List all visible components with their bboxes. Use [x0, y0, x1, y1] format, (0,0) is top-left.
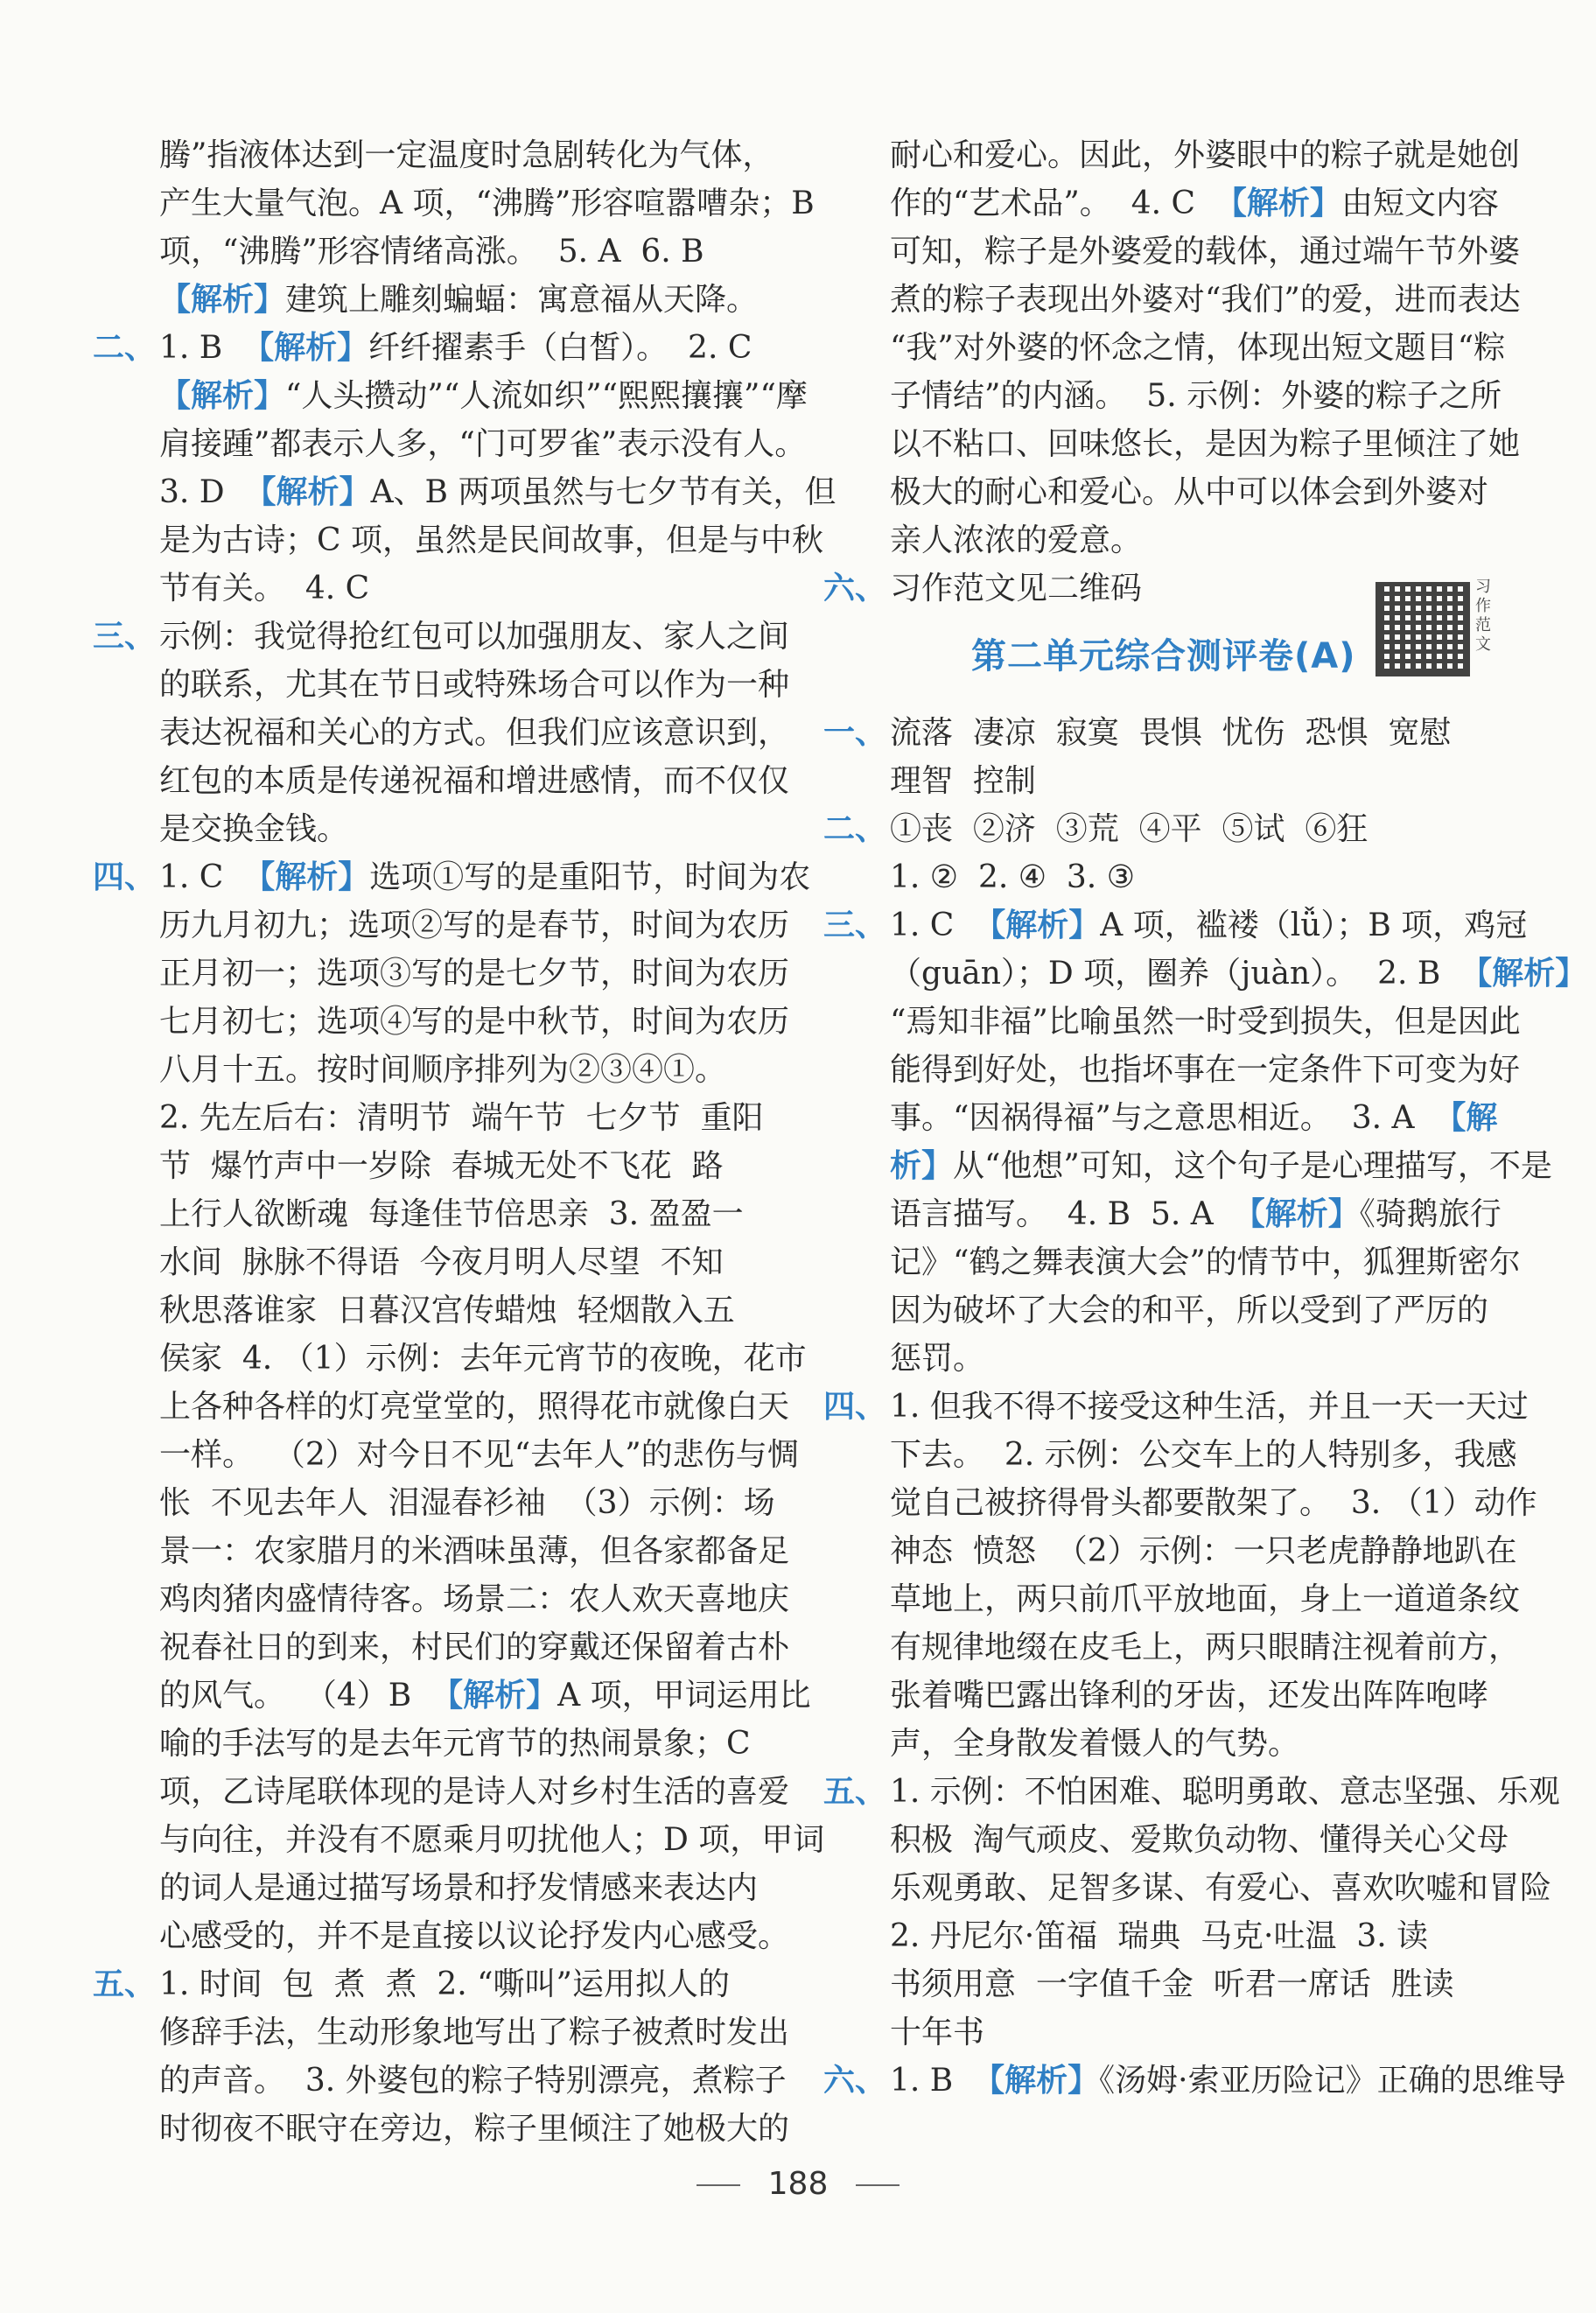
- text-segment: 语言描写。 4. B 5. A: [890, 1196, 1234, 1232]
- text-segment: 侯家 4. （1）示例：去年元宵节的夜晚，花市: [159, 1341, 807, 1377]
- answer-line: [93, 853, 811, 901]
- answer-line: [836, 950, 1587, 998]
- analysis-tag: 析】: [890, 1148, 954, 1184]
- analysis-tag: 【解析】: [242, 330, 369, 366]
- text-segment: A 项，褴褛（lǚ）；B 项，鸡冠: [1100, 908, 1528, 943]
- text-segment: 可知，粽子是外婆爱的载体，通过端午节外婆: [890, 234, 1521, 270]
- answer-line: [836, 1816, 1531, 1864]
- answer-line: [105, 420, 807, 468]
- answer-line: [836, 276, 1531, 324]
- answer-text: [159, 1479, 775, 1527]
- text-segment: 声，全身散发着慑人的气势。: [890, 1726, 1300, 1762]
- answer-text: [890, 1238, 1521, 1286]
- analysis-tag: 【解析】: [431, 1678, 558, 1714]
- answer-line: [105, 1672, 811, 1720]
- text-segment: 记》“鹤之舞表演大会”的情节中，狐狸斯密尔: [890, 1244, 1521, 1280]
- right-column: [823, 131, 1587, 2105]
- answer-text: [890, 1672, 1488, 1720]
- answer-line: [105, 372, 808, 420]
- text-segment: 2. 先左后右：清明节 端午节 七夕节 重阳: [159, 1100, 764, 1136]
- page-number: 188: [767, 2166, 829, 2202]
- answer-line: [836, 1286, 1531, 1335]
- answer-line: [105, 2105, 796, 2153]
- answer-line: [105, 661, 796, 709]
- answer-line: [105, 1238, 796, 1286]
- answer-text: [890, 1768, 1560, 1816]
- answer-text: [890, 709, 1451, 757]
- answer-text: [159, 179, 815, 228]
- answer-text: [890, 1864, 1551, 1912]
- text-segment: 是为古诗；C 项，虽然是民间故事，但是与中秋: [159, 522, 823, 558]
- text-segment: 怅 不见去年人 泪湿春衫袖 （3）示例：场: [159, 1485, 775, 1521]
- answer-line: [105, 2008, 796, 2057]
- text-segment: 是交换金钱。: [159, 811, 349, 847]
- text-segment: 《汤姆·索亚历险记》正确的思维导: [1099, 2063, 1566, 2099]
- answer-line: [105, 950, 796, 998]
- text-segment: 作的“艺术品”。 4. C: [890, 186, 1215, 221]
- text-segment: 时彻夜不眠守在旁边，粽子里倾注了她极大的: [159, 2111, 790, 2147]
- text-segment: 秋思落谁家 日暮汉宫传蜡烛 轻烟散入五: [159, 1293, 735, 1328]
- analysis-tag: 【解析】: [974, 908, 1101, 943]
- answer-line: [836, 1094, 1531, 1142]
- answer-text: [890, 372, 1502, 420]
- answer-line: [105, 709, 796, 757]
- answer-line: [105, 1768, 796, 1816]
- answer-text: [159, 1912, 789, 1960]
- answer-text: [159, 2008, 789, 2057]
- qr-label: 习作范文: [1475, 578, 1491, 654]
- text-segment: 书须用意 一字值千金 听君一席话 胜读: [890, 1966, 1454, 2002]
- answer-line: [836, 1575, 1531, 1623]
- answer-line: [836, 2008, 1531, 2057]
- answer-line: [105, 757, 796, 805]
- answer-line: [105, 1479, 796, 1527]
- answer-line: [105, 179, 815, 228]
- text-segment: 草地上，两只前爪平放地面，身上一道道条纹: [890, 1581, 1521, 1617]
- text-segment: 纤纤擢素手（白皙）。 2. C: [368, 330, 752, 366]
- text-segment: 项，乙诗尾联体现的是诗人对乡村生活的喜爱: [159, 1774, 790, 1810]
- answer-line: [836, 1479, 1537, 1527]
- text-segment: 上各种各样的灯亮堂堂的，照得花市就像白天: [159, 1389, 790, 1425]
- answer-line: [105, 2057, 796, 2105]
- text-segment: 有规律地缀在皮毛上，两只眼睛注视着前方，: [890, 1630, 1521, 1665]
- text-segment: 节 爆竹声中一岁除 春城无处不飞花 路: [159, 1148, 724, 1184]
- section-number: 二、: [93, 330, 157, 366]
- analysis-tag: 【解析】: [243, 859, 370, 895]
- text-segment: 因为破坏了大会的和平，所以受到了严厉的: [890, 1293, 1489, 1328]
- section-number: 一、: [823, 715, 887, 751]
- answer-text: [159, 1094, 763, 1142]
- answer-line: [836, 1431, 1531, 1479]
- text-segment: A、B 两项虽然与七夕节有关，但: [370, 474, 836, 510]
- answer-text: [159, 1960, 730, 2008]
- text-segment: 流落 凄凉 寂寞 畏惧 忧伤 恐惧 宽慰: [890, 715, 1452, 751]
- text-segment: 极大的耐心和爱心。从中可以体会到外婆对: [890, 474, 1489, 510]
- answer-text: [890, 1527, 1517, 1575]
- answer-line: [105, 1527, 796, 1575]
- answer-text: [159, 1575, 789, 1623]
- answer-text: [890, 131, 1520, 179]
- answer-text: [890, 1383, 1529, 1431]
- answer-line: [836, 179, 1531, 228]
- answer-line: [823, 709, 1531, 757]
- answer-line: [93, 1960, 796, 2008]
- answer-text: [890, 1286, 1488, 1335]
- answer-text: [159, 998, 789, 1046]
- answer-text: [159, 2105, 789, 2153]
- answer-text: [159, 1864, 758, 1912]
- text-segment: 祝春社日的到来，村民们的穿戴还保留着古朴: [159, 1630, 790, 1665]
- answer-text: [890, 1431, 1517, 1479]
- answer-text: [890, 324, 1505, 372]
- answer-text: [890, 516, 1142, 564]
- text-segment: 的联系，尤其在节日或特殊场合可以作为一种: [159, 667, 790, 703]
- answer-text: [159, 1142, 724, 1190]
- page-footer: [0, 2166, 1596, 2202]
- text-segment: 《骑鹅旅行: [1359, 1196, 1502, 1232]
- text-segment: 惩罚。: [890, 1341, 985, 1377]
- answer-line: [836, 1527, 1531, 1575]
- text-segment: 1. B: [159, 330, 243, 366]
- text-segment: 的风气。 （4）B: [159, 1678, 432, 1714]
- text-segment: 的词人是通过描写场景和抒发情感来表达内: [159, 1870, 759, 1906]
- section-number: 六、: [823, 571, 887, 606]
- answer-text: [159, 1286, 735, 1335]
- text-segment: 1. 示例：不怕困难、聪明勇敢、意志坚强、乐观: [890, 1774, 1560, 1810]
- answer-text: [159, 1383, 789, 1431]
- answer-text: [890, 901, 1527, 950]
- text-segment: 项，“沸腾”形容情绪高涨。 5. A 6. B: [159, 234, 704, 270]
- text-segment: 1. C: [159, 859, 244, 895]
- text-segment: “人头攒动”“人流如织”“熙熙攘攘”“摩: [285, 378, 808, 414]
- answer-line: [836, 1720, 1531, 1768]
- answer-text: [890, 1575, 1520, 1623]
- text-segment: 1. B: [890, 2063, 974, 2099]
- text-segment: 子情结”的内涵。 5. 示例：外婆的粽子之所: [890, 378, 1502, 414]
- answer-text: [890, 2057, 1566, 2105]
- text-segment: 与向往，并没有不愿乘月叨扰他人；D 项，甲词: [159, 1822, 825, 1858]
- text-segment: 八月十五。按时间顺序排列为②③④①。: [159, 1052, 727, 1088]
- right-column-bottom: [823, 709, 1587, 2105]
- text-segment: 上行人欲断魂 每逢佳节倍思亲 3. 盈盈一: [159, 1196, 744, 1232]
- text-segment: 产生大量气泡。A 项，“沸腾”形容喧嚣嘈杂；B: [159, 186, 815, 221]
- text-segment: 2. 丹尼尔·笛福 瑞典 马克·吐温 3. 读: [890, 1918, 1429, 1954]
- text-segment: 张着嘴巴露出锋利的牙齿，还发出阵阵咆哮: [890, 1678, 1489, 1714]
- answer-line: [105, 1864, 796, 1912]
- answer-text: [890, 757, 1036, 805]
- answer-line: [836, 516, 1531, 564]
- answer-line: [105, 276, 796, 324]
- left-column: [93, 131, 836, 2153]
- answer-line: [105, 228, 796, 276]
- text-segment: 1. ② 2. ④ 3. ③: [890, 859, 1135, 895]
- answer-line: [105, 1816, 825, 1864]
- text-segment: 事。“因祸得福”与之意思相近。 3. A: [890, 1100, 1435, 1136]
- answer-text: [890, 1960, 1454, 2008]
- analysis-tag: 【解析】: [1460, 956, 1587, 992]
- answer-text: [890, 805, 1368, 853]
- answer-text: [890, 950, 1586, 998]
- text-segment: 耐心和爱心。因此，外婆眼中的粽子就是她创: [890, 137, 1521, 173]
- text-segment: 1. 但我不得不接受这种生活，并且一天一天过: [890, 1389, 1529, 1425]
- answer-line: [105, 516, 823, 564]
- answer-text: [890, 228, 1520, 276]
- answer-text: [159, 1046, 726, 1094]
- answer-text: [890, 1479, 1537, 1527]
- text-segment: 肩接踵”都表示人多，“门可罗雀”表示没有人。: [159, 426, 807, 462]
- answer-text: [159, 709, 789, 757]
- answer-line: [105, 1383, 796, 1431]
- text-segment: A 项，甲词运用比: [557, 1678, 811, 1714]
- text-segment: 亲人浓浓的爱意。: [890, 522, 1143, 558]
- text-segment: “我”对外婆的怀念之情，体现出短文题目“粽: [890, 330, 1506, 366]
- text-segment: 觉自己被挤得骨头都要散架了。 3. （1）动作: [890, 1485, 1537, 1521]
- text-segment: 由短文内容: [1340, 186, 1499, 221]
- analysis-tag: 【解析】: [159, 282, 286, 318]
- text-segment: 的声音。 3. 外婆包的粽子特别漂亮，煮粽子: [159, 2063, 787, 2099]
- answer-line: [105, 564, 796, 613]
- text-segment: 腾”指液体达到一定温度时急剧转化为气体，: [159, 137, 774, 173]
- answer-line: [105, 1720, 796, 1768]
- text-segment: 能得到好处，也指坏事在一定条件下可变为好: [890, 1052, 1521, 1088]
- answer-text: [890, 1623, 1520, 1672]
- analysis-tag: 【解析】: [973, 2063, 1100, 2099]
- text-segment: 七月初七；选项④写的是中秋节，时间为农历: [159, 1004, 790, 1040]
- answer-text: [159, 1672, 811, 1720]
- text-segment: 下去。 2. 示例：公交车上的人特别多，我感: [890, 1437, 1517, 1473]
- answer-line: [836, 1046, 1531, 1094]
- answer-text: [890, 853, 1135, 901]
- answer-text: [159, 468, 836, 516]
- text-segment: 神态 愤怒 （2）示例：一只老虎静静地趴在: [890, 1533, 1517, 1569]
- answer-text: [159, 276, 758, 324]
- answer-line: [823, 901, 1531, 950]
- text-segment: 鸡肉猪肉盛情待客。场景二：农人欢天喜地庆: [159, 1581, 790, 1617]
- text-segment: 以不粘口、回味悠长，是因为粽子里倾注了她: [890, 426, 1521, 462]
- answer-text: [159, 1623, 789, 1672]
- text-segment: 选项①写的是重阳节，时间为农: [369, 859, 811, 895]
- right-column-top: [823, 131, 1531, 613]
- text-segment: 红包的本质是传递祝福和增进感情，而不仅仅: [159, 763, 790, 799]
- answer-line: [836, 1623, 1531, 1672]
- text-segment: 一样。 （2）对今日不见“去年人”的悲伤与惆: [159, 1437, 799, 1473]
- answer-text: [890, 564, 1142, 613]
- text-segment: “焉知非福”比喻虽然一时受到损失，但是因此: [890, 1004, 1521, 1040]
- text-segment: 节有关。 4. C: [159, 571, 370, 606]
- answer-line: [93, 324, 796, 372]
- answer-line: [105, 1912, 796, 1960]
- section-number: 二、: [823, 811, 887, 847]
- answer-line: [823, 805, 1531, 853]
- answer-text: [159, 324, 752, 372]
- footer-dash-left: [696, 2184, 740, 2186]
- answer-text: [159, 1431, 799, 1479]
- answer-text: [890, 2008, 984, 2057]
- answer-text: [159, 661, 789, 709]
- qr-code-icon[interactable]: [1376, 582, 1470, 676]
- answer-line: [836, 1912, 1531, 1960]
- answer-text: [159, 1768, 789, 1816]
- answer-line: [93, 613, 796, 661]
- text-segment: 从“他想”可知，这个句子是心理描写，不是: [953, 1148, 1552, 1184]
- answer-text: [890, 1094, 1497, 1142]
- section-number: 五、: [93, 1966, 157, 2002]
- answer-line: [836, 372, 1531, 420]
- text-segment: 乐观勇敢、足智多谋、有爱心、喜欢吹嘘和冒险: [890, 1870, 1552, 1906]
- text-segment: 理智 控制: [890, 763, 1036, 799]
- answer-line: [105, 1431, 799, 1479]
- analysis-tag: 【解析】: [159, 378, 286, 414]
- answer-text: [159, 853, 810, 901]
- answer-line: [836, 1142, 1552, 1190]
- answer-text: [159, 1720, 751, 1768]
- answer-line: [105, 1094, 796, 1142]
- answer-line: [836, 998, 1531, 1046]
- answer-line: [836, 1960, 1531, 2008]
- answer-line: [823, 1768, 1560, 1816]
- answer-line: [836, 468, 1531, 516]
- text-segment: ①丧 ②济 ③荒 ④平 ⑤试 ⑥狂: [890, 811, 1368, 847]
- answer-text: [159, 613, 789, 661]
- answer-text: [159, 757, 789, 805]
- text-segment: 建筑上雕刻蝙蝠：寓意福从天降。: [285, 282, 759, 318]
- answer-line: [105, 998, 796, 1046]
- section-number: 三、: [93, 619, 157, 655]
- section-number: 四、: [93, 859, 157, 895]
- analysis-tag: 【解析】: [1214, 186, 1341, 221]
- answer-line: [836, 1864, 1552, 1912]
- answer-text: [159, 1816, 824, 1864]
- answer-text: [890, 1190, 1502, 1238]
- answer-text: [159, 516, 823, 564]
- answer-text: [159, 1527, 789, 1575]
- answer-text: [890, 998, 1521, 1046]
- answer-line: [836, 228, 1531, 276]
- analysis-tag: 【解析】: [1233, 1196, 1360, 1232]
- text-segment: 修辞手法，生动形象地写出了粽子被煮时发出: [159, 2015, 790, 2050]
- answer-line: [836, 131, 1531, 179]
- text-segment: 正月初一；选项③写的是七夕节，时间为农历: [159, 956, 790, 992]
- answer-text: [159, 1190, 744, 1238]
- answer-text: [890, 1816, 1508, 1864]
- text-segment: 积极 淘气顽皮、爱欺负动物、懂得关心父母: [890, 1822, 1508, 1858]
- answer-text: [890, 276, 1521, 324]
- answer-text: [159, 1335, 807, 1383]
- unit-title: 第二单元综合测评卷(A): [971, 636, 1356, 676]
- answer-text: [159, 901, 789, 950]
- section-number: 四、: [823, 1389, 887, 1425]
- answer-line: [105, 1575, 796, 1623]
- answer-line: [823, 1383, 1531, 1431]
- answer-line: [105, 1046, 796, 1094]
- answer-text: [890, 1335, 984, 1383]
- answer-text: [159, 420, 806, 468]
- answer-line: [105, 1623, 796, 1672]
- answer-text: [159, 228, 704, 276]
- section-number: 三、: [823, 908, 887, 943]
- answer-line: [836, 1238, 1531, 1286]
- answer-text: [159, 950, 789, 998]
- text-segment: 示例：我觉得抢红包可以加强朋友、家人之间: [159, 619, 790, 655]
- answer-line: [823, 2057, 1566, 2105]
- answer-line: [105, 805, 796, 853]
- text-segment: 煮的粽子表现出外婆对“我们”的爱，进而表达: [890, 282, 1521, 318]
- answer-text: [159, 372, 808, 420]
- analysis-tag: 【解: [1434, 1100, 1498, 1136]
- section-number: 六、: [823, 2063, 887, 2099]
- text-segment: （guān）；D 项，圈养（juàn）。 2. B: [890, 956, 1461, 992]
- answer-line: [105, 468, 836, 516]
- answer-line: [836, 757, 1531, 805]
- answer-text: [890, 1720, 1299, 1768]
- text-segment: 十年书: [890, 2015, 985, 2050]
- answer-line: [836, 1190, 1531, 1238]
- answer-line: [105, 1335, 807, 1383]
- analysis-tag: 【解析】: [244, 474, 371, 510]
- answer-line: [105, 901, 796, 950]
- text-segment: 3. D: [159, 474, 245, 510]
- answer-text: [890, 1046, 1520, 1094]
- answer-line: [105, 1142, 796, 1190]
- answer-text: [890, 179, 1499, 228]
- text-segment: 水间 脉脉不得语 今夜月明人尽望 不知: [159, 1244, 724, 1280]
- text-segment: 心感受的，并不是直接以议论抒发内心感受。: [159, 1918, 790, 1954]
- section-number: 五、: [823, 1774, 887, 1810]
- answer-line: [836, 853, 1531, 901]
- answer-text: [159, 2057, 787, 2105]
- answer-text: [159, 131, 774, 179]
- text-segment: 表达祝福和关心的方式。但我们应该意识到，: [159, 715, 790, 751]
- answer-line: [105, 1286, 796, 1335]
- text-segment: 1. C: [890, 908, 975, 943]
- answer-line: [836, 324, 1531, 372]
- text-segment: 历九月初九；选项②写的是春节，时间为农历: [159, 908, 790, 943]
- answer-text: [890, 468, 1488, 516]
- text-segment: 喻的手法写的是去年元宵节的热闹景象；C: [159, 1726, 751, 1762]
- text-segment: 习作范文见二维码: [890, 571, 1143, 606]
- answer-text: [159, 1238, 724, 1286]
- answer-text: [890, 1912, 1428, 1960]
- answer-line: [105, 1190, 796, 1238]
- answer-line: [836, 420, 1531, 468]
- answer-line: [836, 1672, 1531, 1720]
- answer-text: [159, 564, 369, 613]
- footer-dash-right: [856, 2184, 900, 2186]
- answer-text: [159, 805, 348, 853]
- text-segment: 景一：农家腊月的米酒味虽薄，但各家都备足: [159, 1533, 790, 1569]
- text-segment: 1. 时间 包 煮 煮 2. “嘶叫”运用拟人的: [159, 1966, 730, 2002]
- answer-text: [890, 420, 1520, 468]
- answer-line: [836, 1335, 1531, 1383]
- answer-text: [890, 1142, 1552, 1190]
- answer-line: [105, 131, 796, 179]
